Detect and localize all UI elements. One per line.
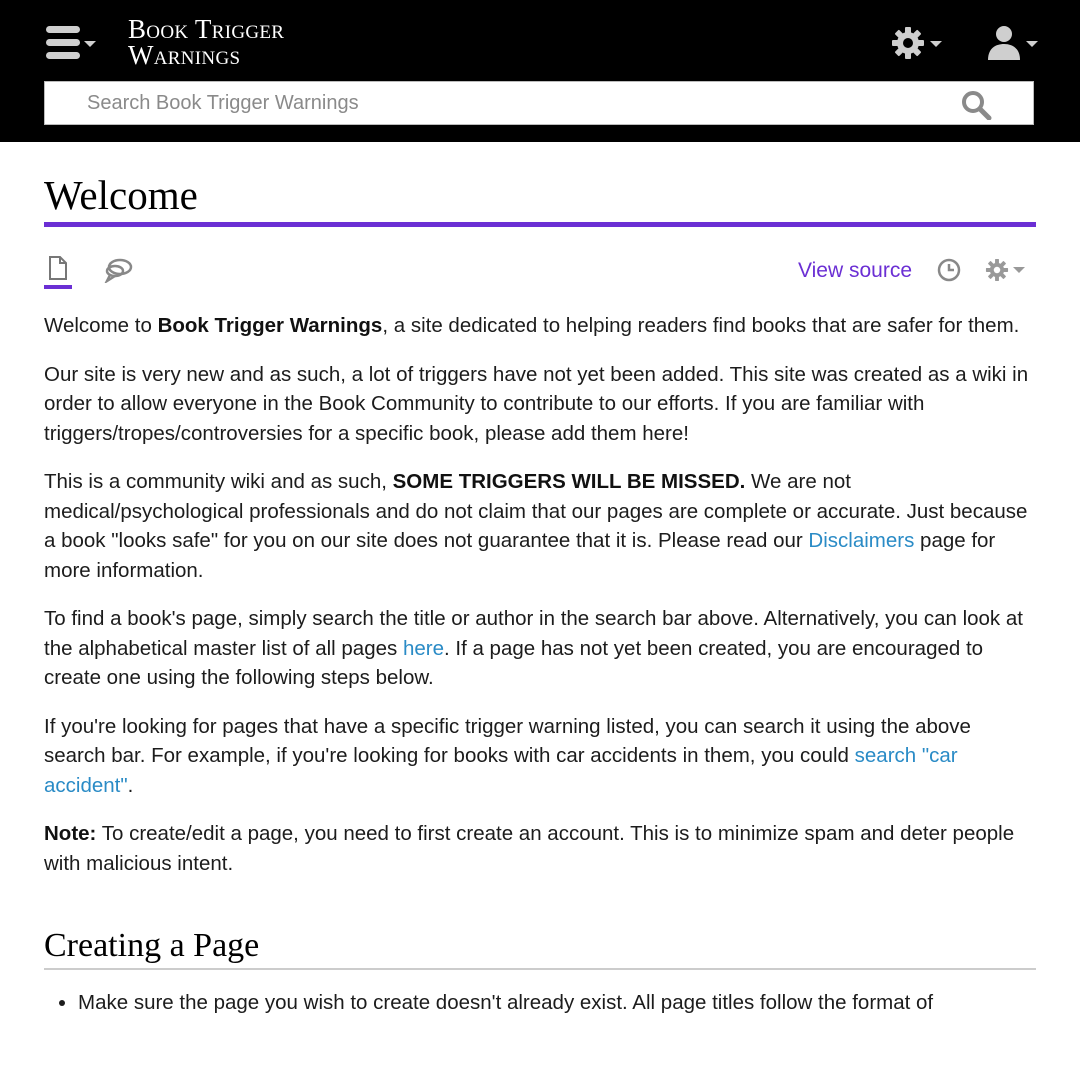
site-name: Book Trigger Warnings [157, 314, 383, 337]
creating-steps-list [44, 988, 1036, 1018]
paragraph-intro: Welcome to Book Trigger Warnings, a site dedicated to helping readers find books that are safer for them. [44, 314, 1020, 337]
page-actions [44, 227, 1036, 289]
view-source-link[interactable]: View source [798, 259, 913, 282]
logo-line-2: Warnings [128, 40, 241, 70]
search-input[interactable] [45, 82, 945, 124]
page-tab-icon[interactable] [44, 255, 72, 289]
search-bar [44, 81, 1034, 125]
search-icon[interactable] [961, 90, 993, 120]
talk-tab-icon[interactable] [104, 257, 134, 283]
main-content [44, 142, 1036, 1018]
page-tools-gear-icon[interactable] [984, 257, 1028, 283]
section-heading-creating-page: Creating a Page [44, 926, 1036, 970]
site-logo[interactable] [128, 16, 284, 68]
paragraph-search-trigger: If you're looking for pages that have a specific trigger warning listed, you can search it using the above search bar. For example, if you're looking for books with car accidents in them, you could search "car accident". [44, 714, 971, 797]
paragraph-disclaimer: This is a community wiki and as such, SOME TRIGGERS WILL BE MISSED. We are not medical/psychological professionals and do not claim that our pages are complete or accurate. Just because a book "looks safe" for you on our site does not guarantee that it is. Please read our Disclaimers page for more information. [44, 470, 1028, 582]
paragraph-note: Note: To create/edit a page, you need to first create an account. This is to minimize spam and deter people with malicious intent. [44, 822, 1015, 875]
user-account-icon[interactable] [984, 22, 1042, 66]
warning-text: SOME TRIGGERS WILL BE MISSED. [392, 470, 746, 493]
note-label: Note: [44, 822, 97, 845]
top-bar [0, 0, 1080, 142]
paragraph-find-book: To find a book's page, simply search the title or author in the search bar above. Alternatively, you can look at the alphabetical master list of all pages here. If a page has not yet been created, you are encouraged to create one using the following steps below. [44, 607, 1023, 689]
search-car-accident-link[interactable]: search "car accident" [44, 744, 958, 797]
disclaimers-link[interactable]: Disclaimers [808, 529, 915, 552]
history-clock-icon[interactable] [936, 257, 962, 283]
list-item: • Make sure the page you wish to create doesn't already exist. All page titles follow the format of [78, 988, 1036, 1018]
master-list-link[interactable]: here [402, 636, 444, 660]
menu-icon[interactable] [44, 22, 100, 64]
article-body [44, 311, 1036, 878]
logo-line-1: Book Trigger [128, 14, 285, 44]
settings-gear-icon[interactable] [890, 24, 946, 64]
page-title: Welcome [44, 172, 198, 218]
paragraph-new-site: Our site is very new and as such, a lot of triggers have not yet been added. This site was created as a wiki in order to allow everyone in the Book Community to contribute to our efforts. If you are familiar with triggers/tropes/controversies for a specific book, please add them here! [44, 362, 1029, 445]
